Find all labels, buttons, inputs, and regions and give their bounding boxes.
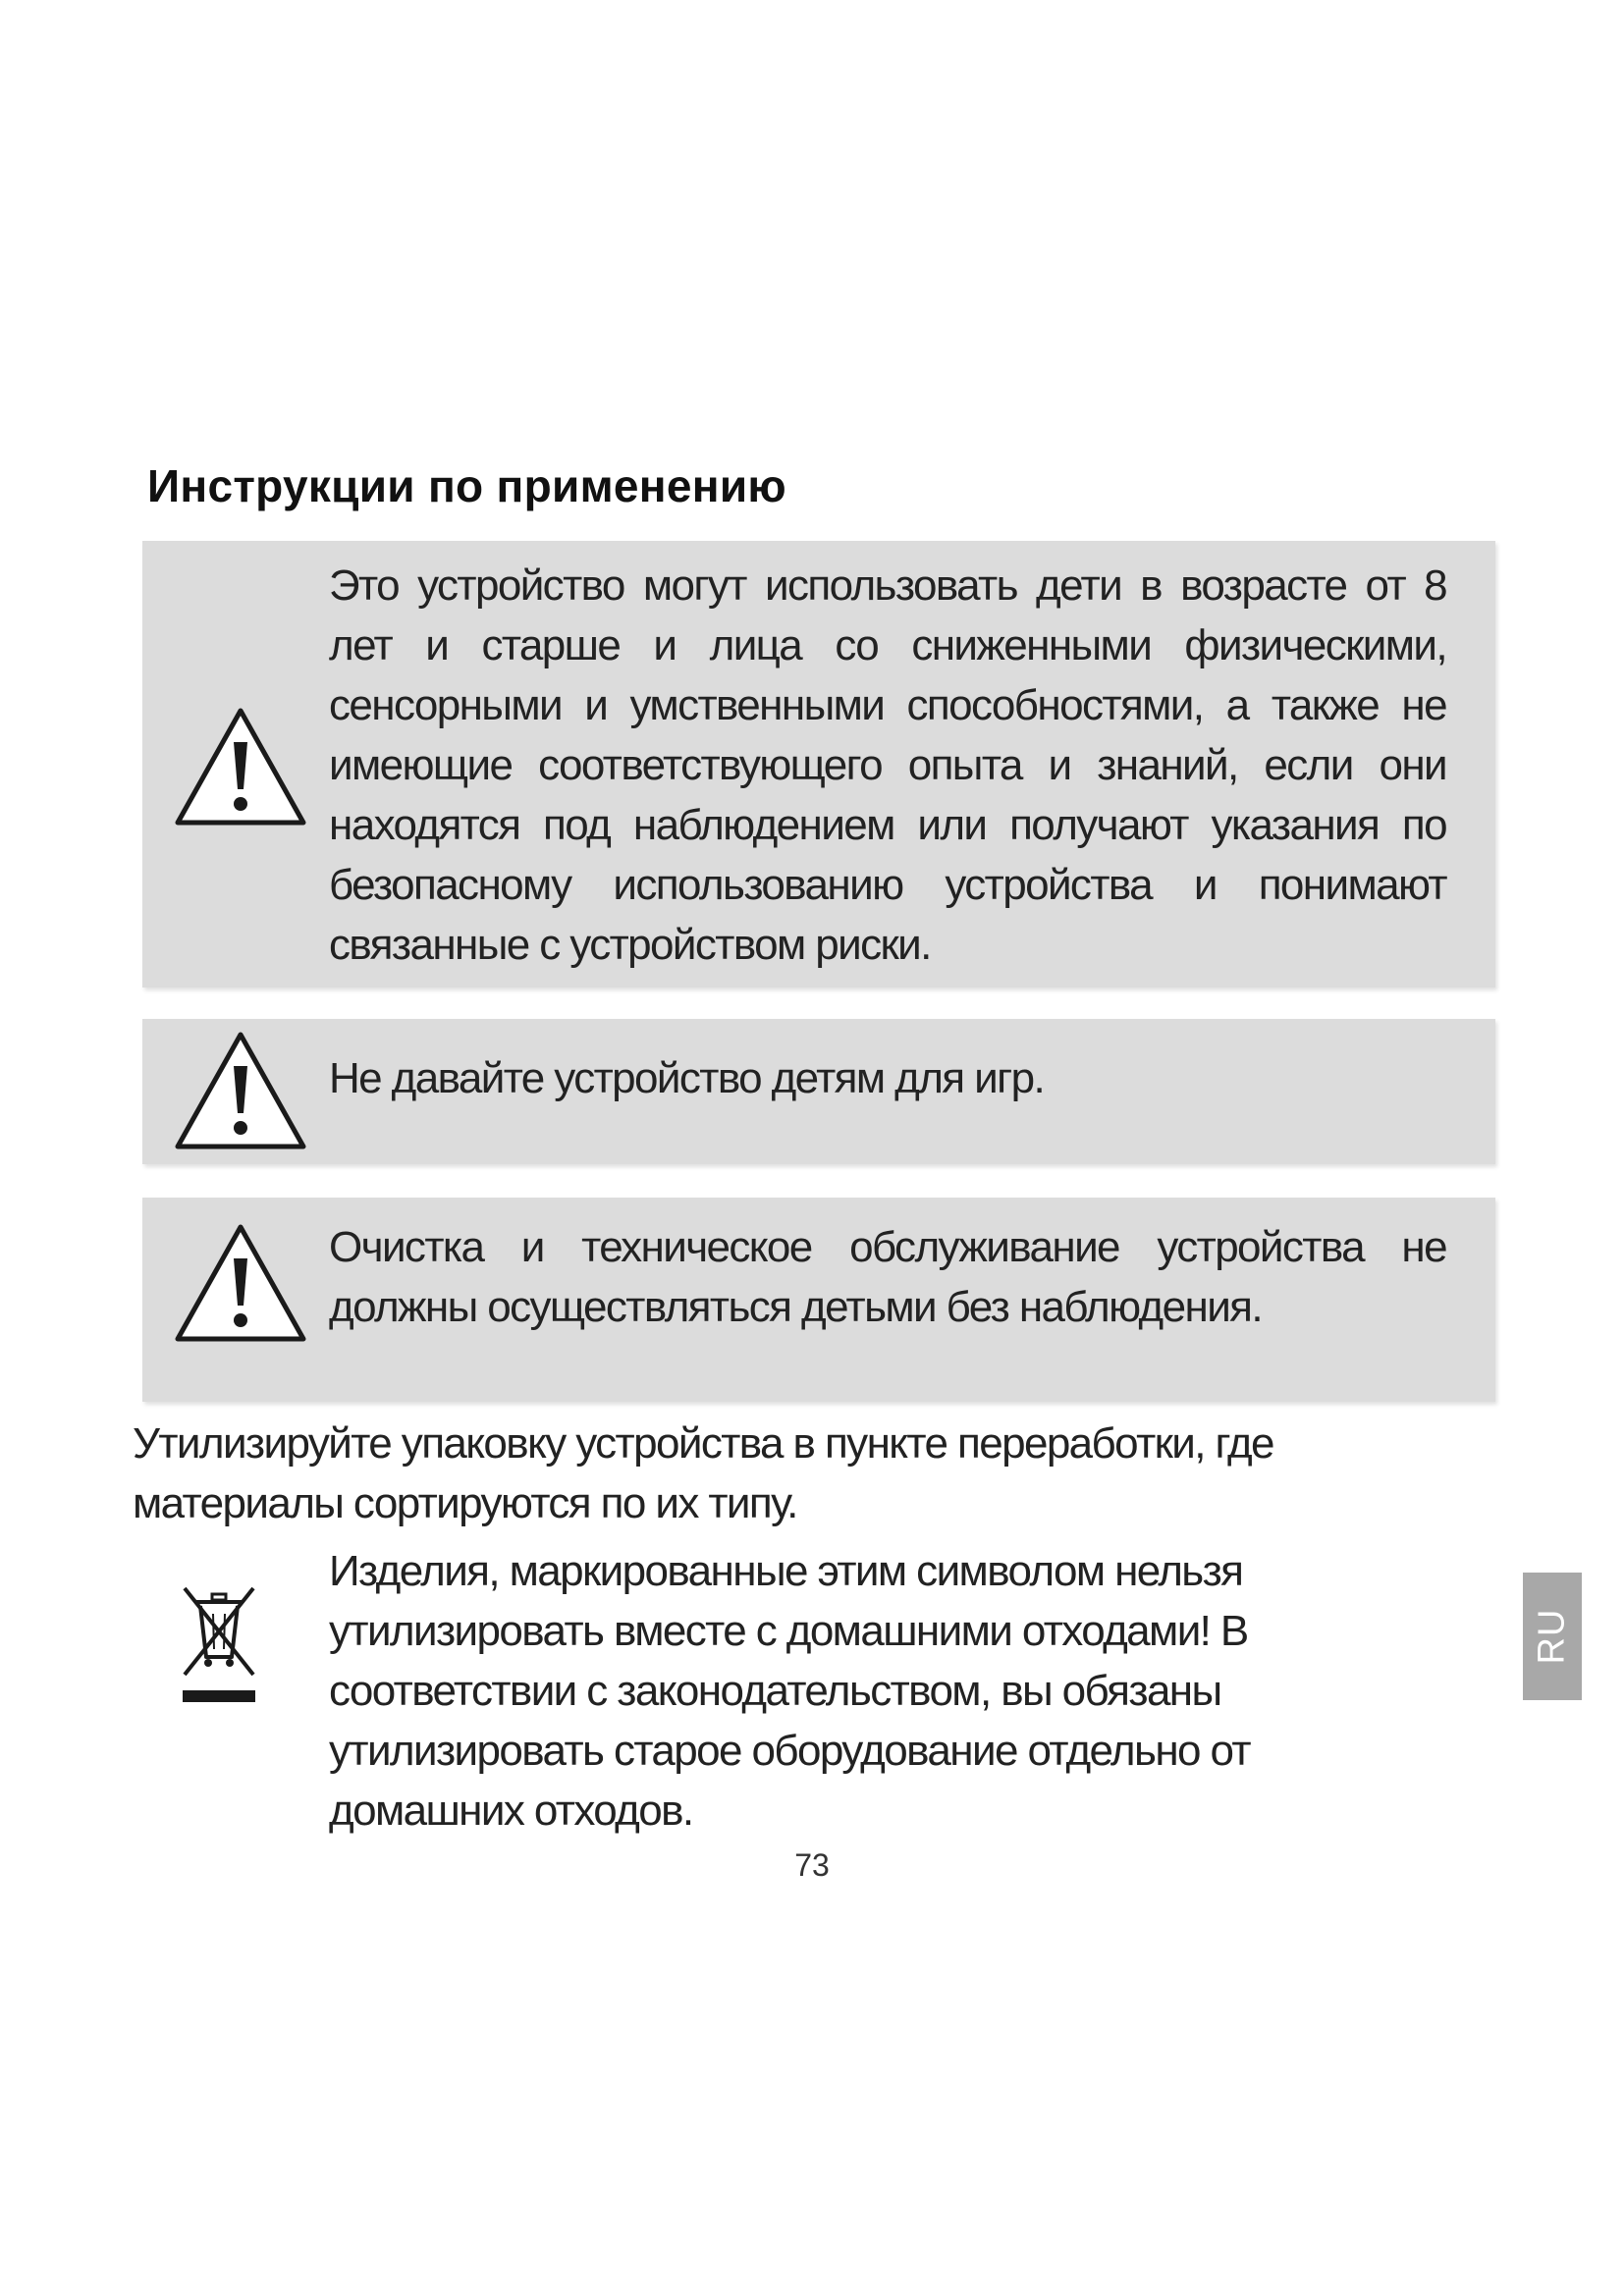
warning-box-cleaning (142, 1198, 1495, 1402)
crossed-out-bin-icon (177, 1580, 261, 1708)
warning-triangle-icon (172, 1219, 309, 1347)
warning-text: Очистка и техническое обслуживание устройства не должны осуществляться детьми без наблюдения. (329, 1223, 1446, 1331)
warning-triangle-icon (172, 703, 309, 830)
language-tab (1523, 1573, 1582, 1700)
warning-text: Это устройство могут использовать дети в возрасте от 8 лет и старше и лица со сниженными физическими, сенсорными и умственными способностями, а также не имеющие соответствующего опыта и знаний, если они находятся под наблюдением или получают указания по безопасному использованию устройства и понимают связанные с устройством риски. (329, 561, 1446, 969)
warning-triangle-icon (172, 1027, 309, 1154)
recycling-paragraph: Утилизируйте упаковку устройства в пункте переработки, где материалы сортируются по их типу. (133, 1419, 1273, 1527)
warning-box-children-use (142, 541, 1495, 988)
language-tab-label: RU (1531, 1608, 1573, 1665)
page-title: Инструкции по применению (147, 460, 787, 511)
page-number: 73 (794, 1847, 830, 1883)
warning-text: Не давайте устройство детям для игр. (329, 1054, 1045, 1102)
weee-paragraph: Изделия, маркированные этим символом нельзя утилизировать вместе с домашними отходами! В соответствии с законодательством, вы обязаны утилизировать старое оборудование отдельно от домашних отходов. (329, 1547, 1250, 1835)
warning-box-no-play (142, 1019, 1495, 1164)
